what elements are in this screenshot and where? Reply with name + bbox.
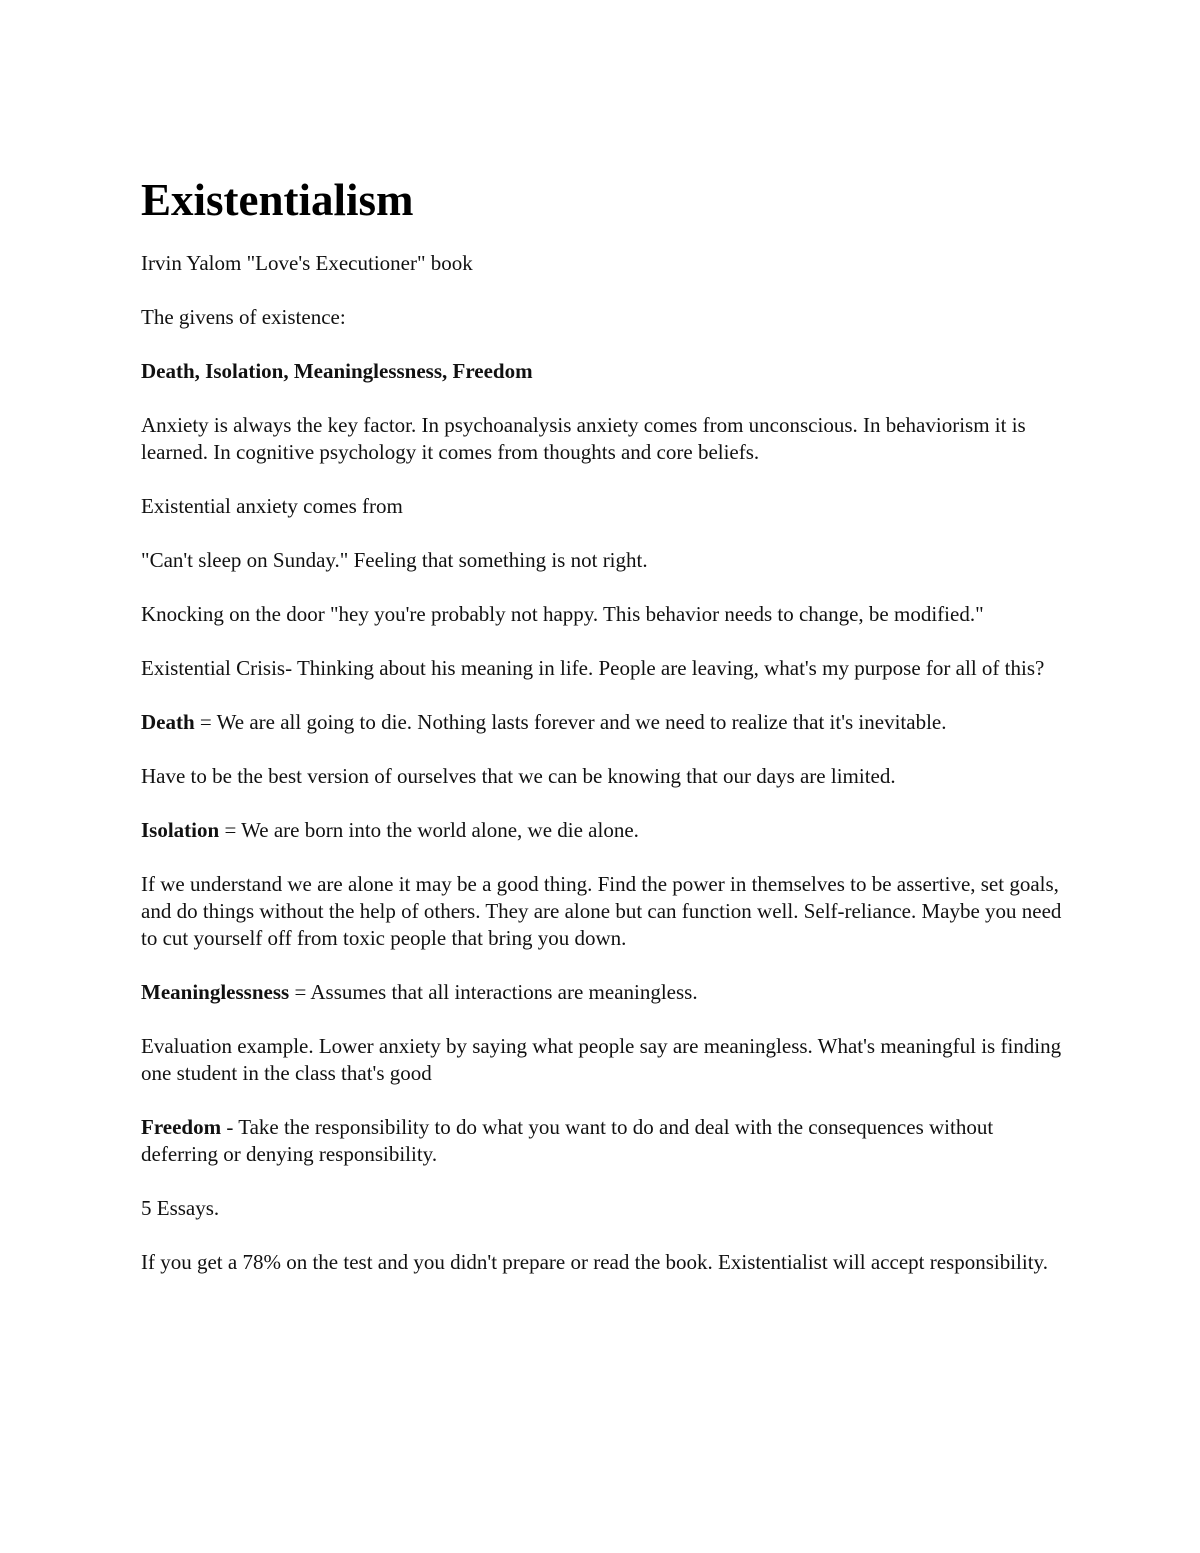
paragraph-givens-list: Death, Isolation, Meaninglessness, Freedom [141,359,533,383]
term-death: Death [141,710,195,734]
paragraph-givens: The givens of existence: [141,305,346,329]
definition-freedom: - Take the responsibility to do what you want to do and deal with the consequences without deferring or denying responsibility. [141,1115,994,1166]
paragraph-anxiety: Anxiety is always the key factor. In psychoanalysis anxiety comes from unconscious. In behaviorism it is learned. In cognitive psychology it comes from thoughts and core beliefs. [141,413,1026,464]
paragraph-evaluation: Evaluation example. Lower anxiety by saying what people say are meaningless. What's meaningful is finding one student in the class that's good [141,1034,1062,1085]
term-isolation: Isolation [141,818,220,842]
paragraph-crisis: Existential Crisis- Thinking about his meaning in life. People are leaving, what's my purpose for all of this? [141,656,1045,680]
paragraph-knocking: Knocking on the door "hey you're probably not happy. This behavior needs to change, be modified." [141,602,984,626]
paragraph-isolation [141,817,1071,844]
definition-isolation: = We are born into the world alone, we die alone. [219,818,639,842]
paragraph-book: Irvin Yalom "Love's Executioner" book [141,251,473,275]
paragraph-essays: 5 Essays. [141,1196,220,1220]
paragraph-best-version: Have to be the best version of ourselves that we can be knowing that our days are limited. [141,764,896,788]
definition-death: = We are all going to die. Nothing lasts forever and we need to realize that it's inevitable. [194,710,947,734]
paragraph-sunday: "Can't sleep on Sunday." Feeling that something is not right. [141,548,648,572]
paragraph-existential-anxiety: Existential anxiety comes from [141,494,403,518]
definition-meaninglessness: = Assumes that all interactions are meaningless. [289,980,698,1004]
document-page [141,170,1071,1303]
paragraph-death [141,709,1071,736]
term-meaninglessness: Meaninglessness [141,980,290,1004]
paragraph-test: If you get a 78% on the test and you didn't prepare or read the book. Existentialist will accept responsibility. [141,1250,1048,1274]
term-freedom: Freedom [141,1115,222,1139]
paragraph-meaninglessness [141,979,1071,1006]
paragraph-freedom [141,1114,1071,1168]
paragraph-alone: If we understand we are alone it may be a good thing. Find the power in themselves to be assertive, set goals, and do things without the help of others. They are alone but can function well. Self-reliance. Maybe you need to cut yourself off from toxic people that bring you down. [141,872,1062,950]
document-title: Existentialism [141,175,414,225]
